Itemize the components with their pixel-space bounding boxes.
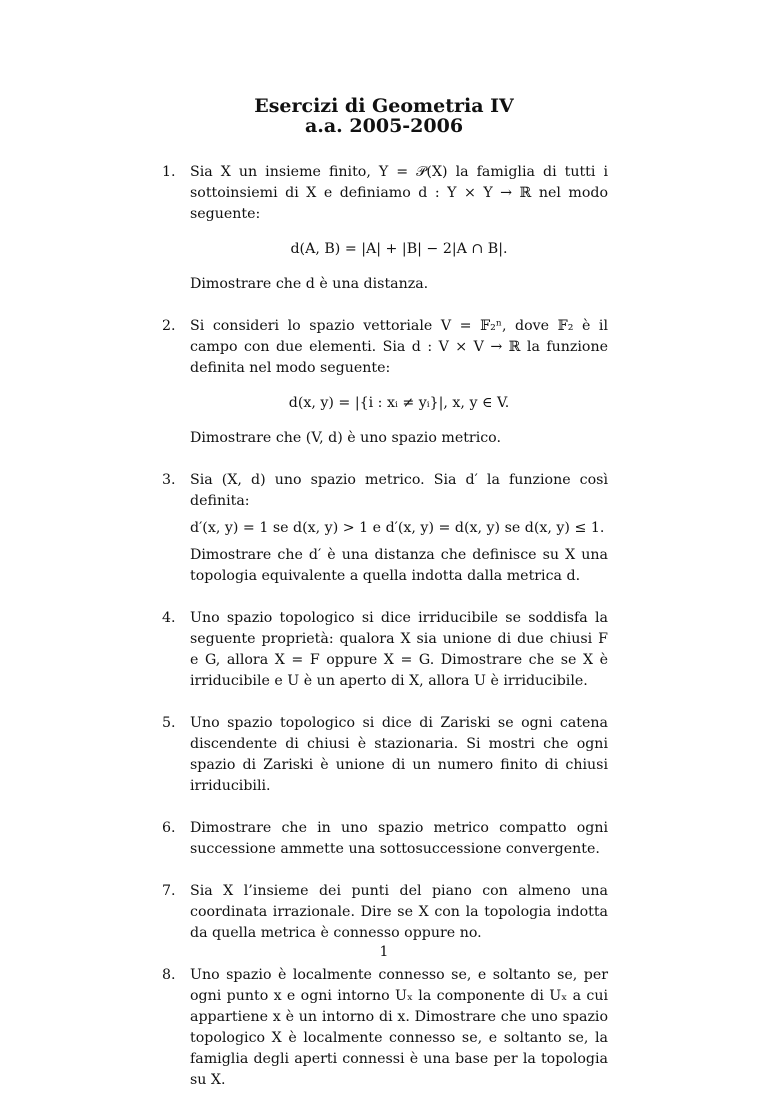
exercise-formula: d(A, B) = |A| + |B| − 2|A ∩ B|. (290, 241, 508, 257)
exercise-text: Uno spazio topologico si dice irriducibile se soddisfa la seguente proprietà: qualora X sia unione di due chiusi F e G, allora X = F oppure X = G. Dimostrare che se X è irriducibile e U è un aperto di X, allora U è irriducibile. (190, 610, 608, 689)
academic-year: a.a. 2005-2006 (304, 115, 464, 137)
exercise-item (162, 162, 608, 295)
exercise-item (162, 470, 608, 587)
exercise-list (162, 162, 608, 1112)
page-number: 1 (379, 944, 389, 960)
exercise-item (162, 965, 608, 1091)
document-title: Esercizi di Geometria IV (254, 95, 514, 117)
exercise-number: 3. (162, 472, 176, 488)
exercise-text: Dimostrare che in uno spazio metrico compatto ogni successione ammette una sottosuccessione convergente. (190, 820, 608, 857)
exercise-formula: d(x, y) = |{i : xᵢ ≠ yᵢ}|, x, y ∈ V. (288, 395, 510, 411)
exercise-task: Dimostrare che d è una distanza. (190, 276, 429, 292)
exercise-text: Si consideri lo spazio vettoriale V = 𝔽₂ⁿ, dove 𝔽₂ è il campo con due elementi. Sia d : V × V → ℝ la funzione definita nel modo seguente: (190, 318, 608, 376)
exercise-formula: d′(x, y) = 1 se d(x, y) > 1 e d′(x, y) = d(x, y) se d(x, y) ≤ 1. (190, 520, 605, 536)
exercise-text: Sia X l’insieme dei punti del piano con almeno una coordinata irrazionale. Dire se X con la topologia indotta da quella metrica è connesso oppure no. (190, 883, 608, 941)
exercise-item (162, 881, 608, 944)
exercise-task: Dimostrare che d′ è una distanza che definisce su X una topologia equivalente a quella indotta dalla metrica d. (190, 547, 608, 584)
exercise-number: 8. (162, 967, 176, 983)
exercise-number: 4. (162, 610, 176, 626)
exercise-text: Uno spazio è localmente connesso se, e soltanto se, per ogni punto x e ogni intorno Uₓ la componente di Uₓ a cui appartiene x è un intorno di x. Dimostrare che uno spazio topologico X è localmente connesso se, e soltanto se, la famiglia degli aperti connessi è una base per la topologia su X. (190, 967, 608, 1088)
exercise-item (162, 316, 608, 449)
exercise-number: 5. (162, 715, 176, 731)
exercise-number: 1. (162, 164, 176, 180)
exercise-item (162, 713, 608, 797)
exercise-text: Sia (X, d) uno spazio metrico. Sia d′ la funzione così definita: (190, 472, 608, 509)
exercise-item (162, 608, 608, 692)
exercise-number: 6. (162, 820, 176, 836)
exercise-number: 2. (162, 318, 176, 334)
exercise-text: Sia X un insieme finito, Y = 𝒫(X) la famiglia di tutti i sottoinsiemi di X e definiamo d : Y × Y → ℝ nel modo seguente: (190, 164, 608, 222)
exercise-text: Uno spazio topologico si dice di Zariski se ogni catena discendente di chiusi è stazionaria. Si mostri che ogni spazio di Zariski è unione di un numero finito di chiusi irriducibili. (190, 715, 608, 794)
exercise-item (162, 818, 608, 860)
exercise-task: Dimostrare che (V, d) è uno spazio metrico. (190, 430, 501, 446)
exercise-number: 7. (162, 883, 176, 899)
